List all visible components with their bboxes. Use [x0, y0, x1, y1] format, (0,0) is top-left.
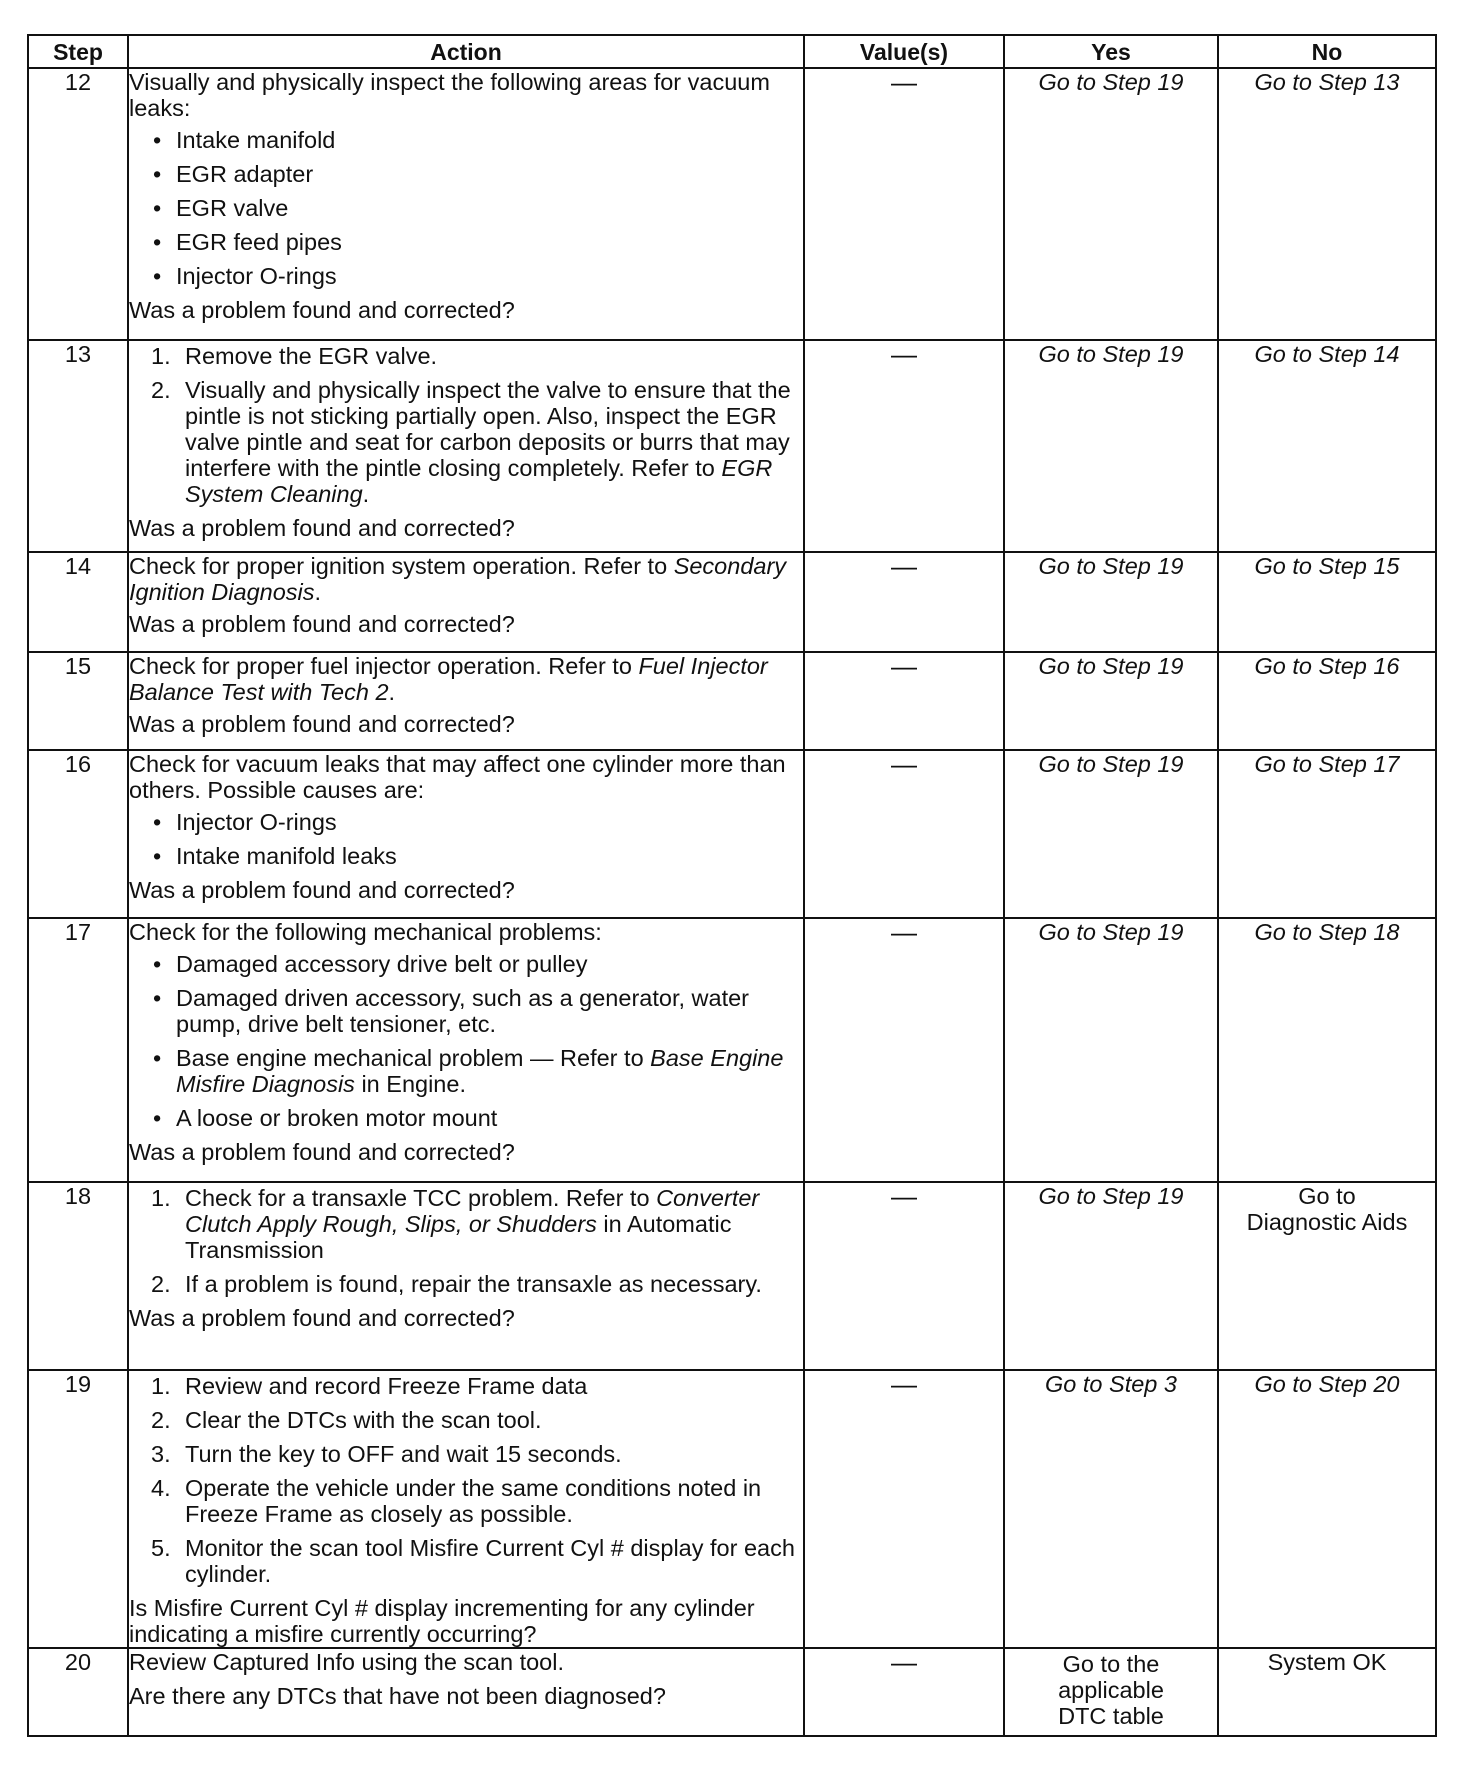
reference-link-text: Converter Clutch Apply Rough, Slips, or Shudders	[185, 1185, 760, 1237]
action-question: Was a problem found and corrected?	[129, 1139, 515, 1165]
no-cell: Go to Step 13	[1218, 68, 1436, 340]
value-cell: —	[804, 552, 1004, 652]
intro-tail: .	[314, 579, 322, 605]
value-cell: —	[804, 750, 1004, 918]
no-cell: Go to Step 17	[1218, 750, 1436, 918]
intro-text: Check for proper ignition system operation. Refer to	[129, 553, 674, 579]
action-intro	[129, 653, 803, 705]
table-row-step-15	[28, 652, 1436, 750]
yes-cell: Go to Step 19	[1004, 340, 1218, 552]
no-cell: System OK	[1218, 1648, 1436, 1736]
action-cell	[128, 750, 804, 918]
yes-cell: Go to Step 19	[1004, 918, 1218, 1182]
table-row-step-20	[28, 1648, 1436, 1736]
no-cell: Go to Step 18	[1218, 918, 1436, 1182]
table-row-step-17	[28, 918, 1436, 1182]
reference-link-text: Fuel Injector Balance Test with Tech 2	[129, 653, 768, 705]
table-row-step-16	[28, 750, 1436, 918]
action-cell	[128, 1648, 804, 1736]
list-item: • Damaged driven accessory, such as a generator, water pump, drive belt tensioner, etc.	[129, 985, 803, 1037]
value-cell: —	[804, 1648, 1004, 1736]
list-number: 4.	[151, 1475, 171, 1501]
bullet-list	[129, 127, 803, 289]
step-number: 18	[28, 1182, 128, 1370]
list-item: • EGR valve	[129, 195, 803, 221]
bullet-list	[129, 809, 803, 869]
no-cell: Go to Step 14	[1218, 340, 1436, 552]
intro-tail: .	[388, 679, 396, 705]
list-item: • EGR adapter	[129, 161, 803, 187]
list-text: Base engine mechanical problem — Refer to	[176, 1045, 651, 1071]
intro-text: Check for proper fuel injector operation. Refer to	[129, 653, 639, 679]
list-item: • Intake manifold	[129, 127, 803, 153]
value-cell: —	[804, 1370, 1004, 1648]
action-intro	[129, 553, 803, 605]
list-number: 1.	[151, 343, 171, 369]
list-item	[129, 1475, 803, 1527]
list-item	[129, 1045, 803, 1097]
list-item	[129, 1185, 803, 1263]
header-yes: Yes	[1004, 35, 1218, 68]
header-values: Value(s)	[804, 35, 1004, 68]
list-number: 2.	[151, 1407, 171, 1433]
list-number: 1.	[151, 1373, 171, 1399]
action-question: Was a problem found and corrected?	[129, 297, 515, 323]
step-number: 12	[28, 68, 128, 340]
step-number: 19	[28, 1370, 128, 1648]
list-text-tail: .	[362, 481, 370, 507]
list-text: Review and record Freeze Frame data	[185, 1373, 588, 1399]
no-cell-line: Diagnostic Aids	[1246, 1209, 1408, 1235]
list-item: • Intake manifold leaks	[129, 843, 803, 869]
no-cell	[1218, 1182, 1436, 1370]
bullet-list	[129, 951, 803, 1131]
action-question: Was a problem found and corrected?	[129, 515, 515, 541]
no-cell-line: Go to	[1298, 1183, 1356, 1209]
action-question: Was a problem found and corrected?	[129, 877, 515, 903]
list-item: • Injector O-rings	[129, 263, 803, 289]
list-text: Check for a transaxle TCC problem. Refer to	[185, 1185, 657, 1211]
yes-cell	[1004, 1648, 1218, 1736]
table-row-step-14	[28, 552, 1436, 652]
action-question: Is Misfire Current Cyl # display incrementing for any cylinder indicating a misfire currently occurring?	[129, 1595, 755, 1647]
list-number: 5.	[151, 1535, 171, 1561]
table-header-row	[28, 35, 1436, 68]
action-cell	[128, 340, 804, 552]
table-row-step-12	[28, 68, 1436, 340]
action-intro: Check for vacuum leaks that may affect one cylinder more than others. Possible causes are:	[129, 751, 786, 803]
list-item	[129, 1407, 803, 1433]
yes-cell: Go to Step 19	[1004, 1182, 1218, 1370]
step-number: 13	[28, 340, 128, 552]
value-cell: —	[804, 1182, 1004, 1370]
reference-link-text: Base Engine Misfire Diagnosis	[176, 1045, 784, 1097]
list-number: 2.	[151, 1271, 171, 1297]
numbered-list	[129, 1373, 803, 1587]
list-text: Visually and physically inspect the valve to ensure that the pintle is not sticking partially open. Also, inspect the EGR valve pintle and seat for carbon deposits or burrs that may interfere with the pintle closing completely. Refer to	[185, 377, 791, 481]
list-item	[129, 1535, 803, 1587]
value-cell: —	[804, 68, 1004, 340]
step-number: 17	[28, 918, 128, 1182]
action-cell	[128, 1182, 804, 1370]
action-intro: Visually and physically inspect the following areas for vacuum leaks:	[129, 69, 770, 121]
no-cell: Go to Step 16	[1218, 652, 1436, 750]
list-text-tail: in Engine.	[354, 1071, 466, 1097]
no-cell: Go to Step 20	[1218, 1370, 1436, 1648]
list-text: Turn the key to OFF and wait 15 seconds.	[185, 1441, 622, 1467]
list-item: • A loose or broken motor mount	[129, 1105, 803, 1131]
list-text-tail: in Automatic Transmission	[185, 1211, 732, 1263]
action-question: Are there any DTCs that have not been diagnosed?	[129, 1683, 666, 1709]
list-number: 2.	[151, 377, 171, 403]
list-text: Clear the DTCs with the scan tool.	[185, 1407, 542, 1433]
numbered-list	[129, 1185, 803, 1297]
yes-cell-line: Go to the	[1062, 1651, 1160, 1677]
reference-link-text: EGR System Cleaning	[185, 455, 773, 507]
yes-cell: Go to Step 19	[1004, 652, 1218, 750]
yes-cell: Go to Step 3	[1004, 1370, 1218, 1648]
list-item	[129, 1373, 803, 1399]
header-action: Action	[128, 35, 804, 68]
yes-cell: Go to Step 19	[1004, 552, 1218, 652]
list-item	[129, 377, 803, 507]
step-number: 16	[28, 750, 128, 918]
action-cell	[128, 918, 804, 1182]
action-cell	[128, 68, 804, 340]
list-text: Monitor the scan tool Misfire Current Cyl # display for each cylinder.	[185, 1535, 795, 1587]
table-row-step-13	[28, 340, 1436, 552]
yes-cell-line: DTC table	[1058, 1703, 1164, 1729]
table-row-step-19	[28, 1370, 1436, 1648]
diagnostic-table-container	[27, 34, 1437, 1737]
diagnostic-table	[27, 34, 1437, 1737]
list-text: If a problem is found, repair the transaxle as necessary.	[185, 1271, 762, 1297]
step-number: 20	[28, 1648, 128, 1736]
yes-cell-line: applicable	[1058, 1677, 1164, 1703]
value-cell: —	[804, 340, 1004, 552]
list-text: Operate the vehicle under the same conditions noted in Freeze Frame as closely as possible.	[185, 1475, 762, 1527]
action-question: Was a problem found and corrected?	[129, 1305, 515, 1331]
reference-link-text: Secondary Ignition Diagnosis	[129, 553, 787, 605]
list-item	[129, 1271, 803, 1297]
action-question: Was a problem found and corrected?	[129, 611, 515, 637]
numbered-list	[129, 343, 803, 507]
step-number: 15	[28, 652, 128, 750]
step-number: 14	[28, 552, 128, 652]
list-item	[129, 343, 803, 369]
value-cell: —	[804, 918, 1004, 1182]
action-cell	[128, 552, 804, 652]
list-item: • EGR feed pipes	[129, 229, 803, 255]
list-item	[129, 1441, 803, 1467]
header-no: No	[1218, 35, 1436, 68]
header-step: Step	[28, 35, 128, 68]
list-number: 3.	[151, 1441, 171, 1467]
action-intro: Check for the following mechanical problems:	[129, 919, 602, 945]
action-cell	[128, 652, 804, 750]
no-cell: Go to Step 15	[1218, 552, 1436, 652]
list-number: 1.	[151, 1185, 171, 1211]
yes-cell: Go to Step 19	[1004, 750, 1218, 918]
action-cell	[128, 1370, 804, 1648]
yes-cell: Go to Step 19	[1004, 68, 1218, 340]
action-intro: Review Captured Info using the scan tool.	[129, 1649, 565, 1675]
table-row-step-18	[28, 1182, 1436, 1370]
list-item: • Damaged accessory drive belt or pulley	[129, 951, 803, 977]
action-question: Was a problem found and corrected?	[129, 711, 515, 737]
list-item: • Injector O-rings	[129, 809, 803, 835]
value-cell: —	[804, 652, 1004, 750]
list-text: Remove the EGR valve.	[185, 343, 438, 369]
